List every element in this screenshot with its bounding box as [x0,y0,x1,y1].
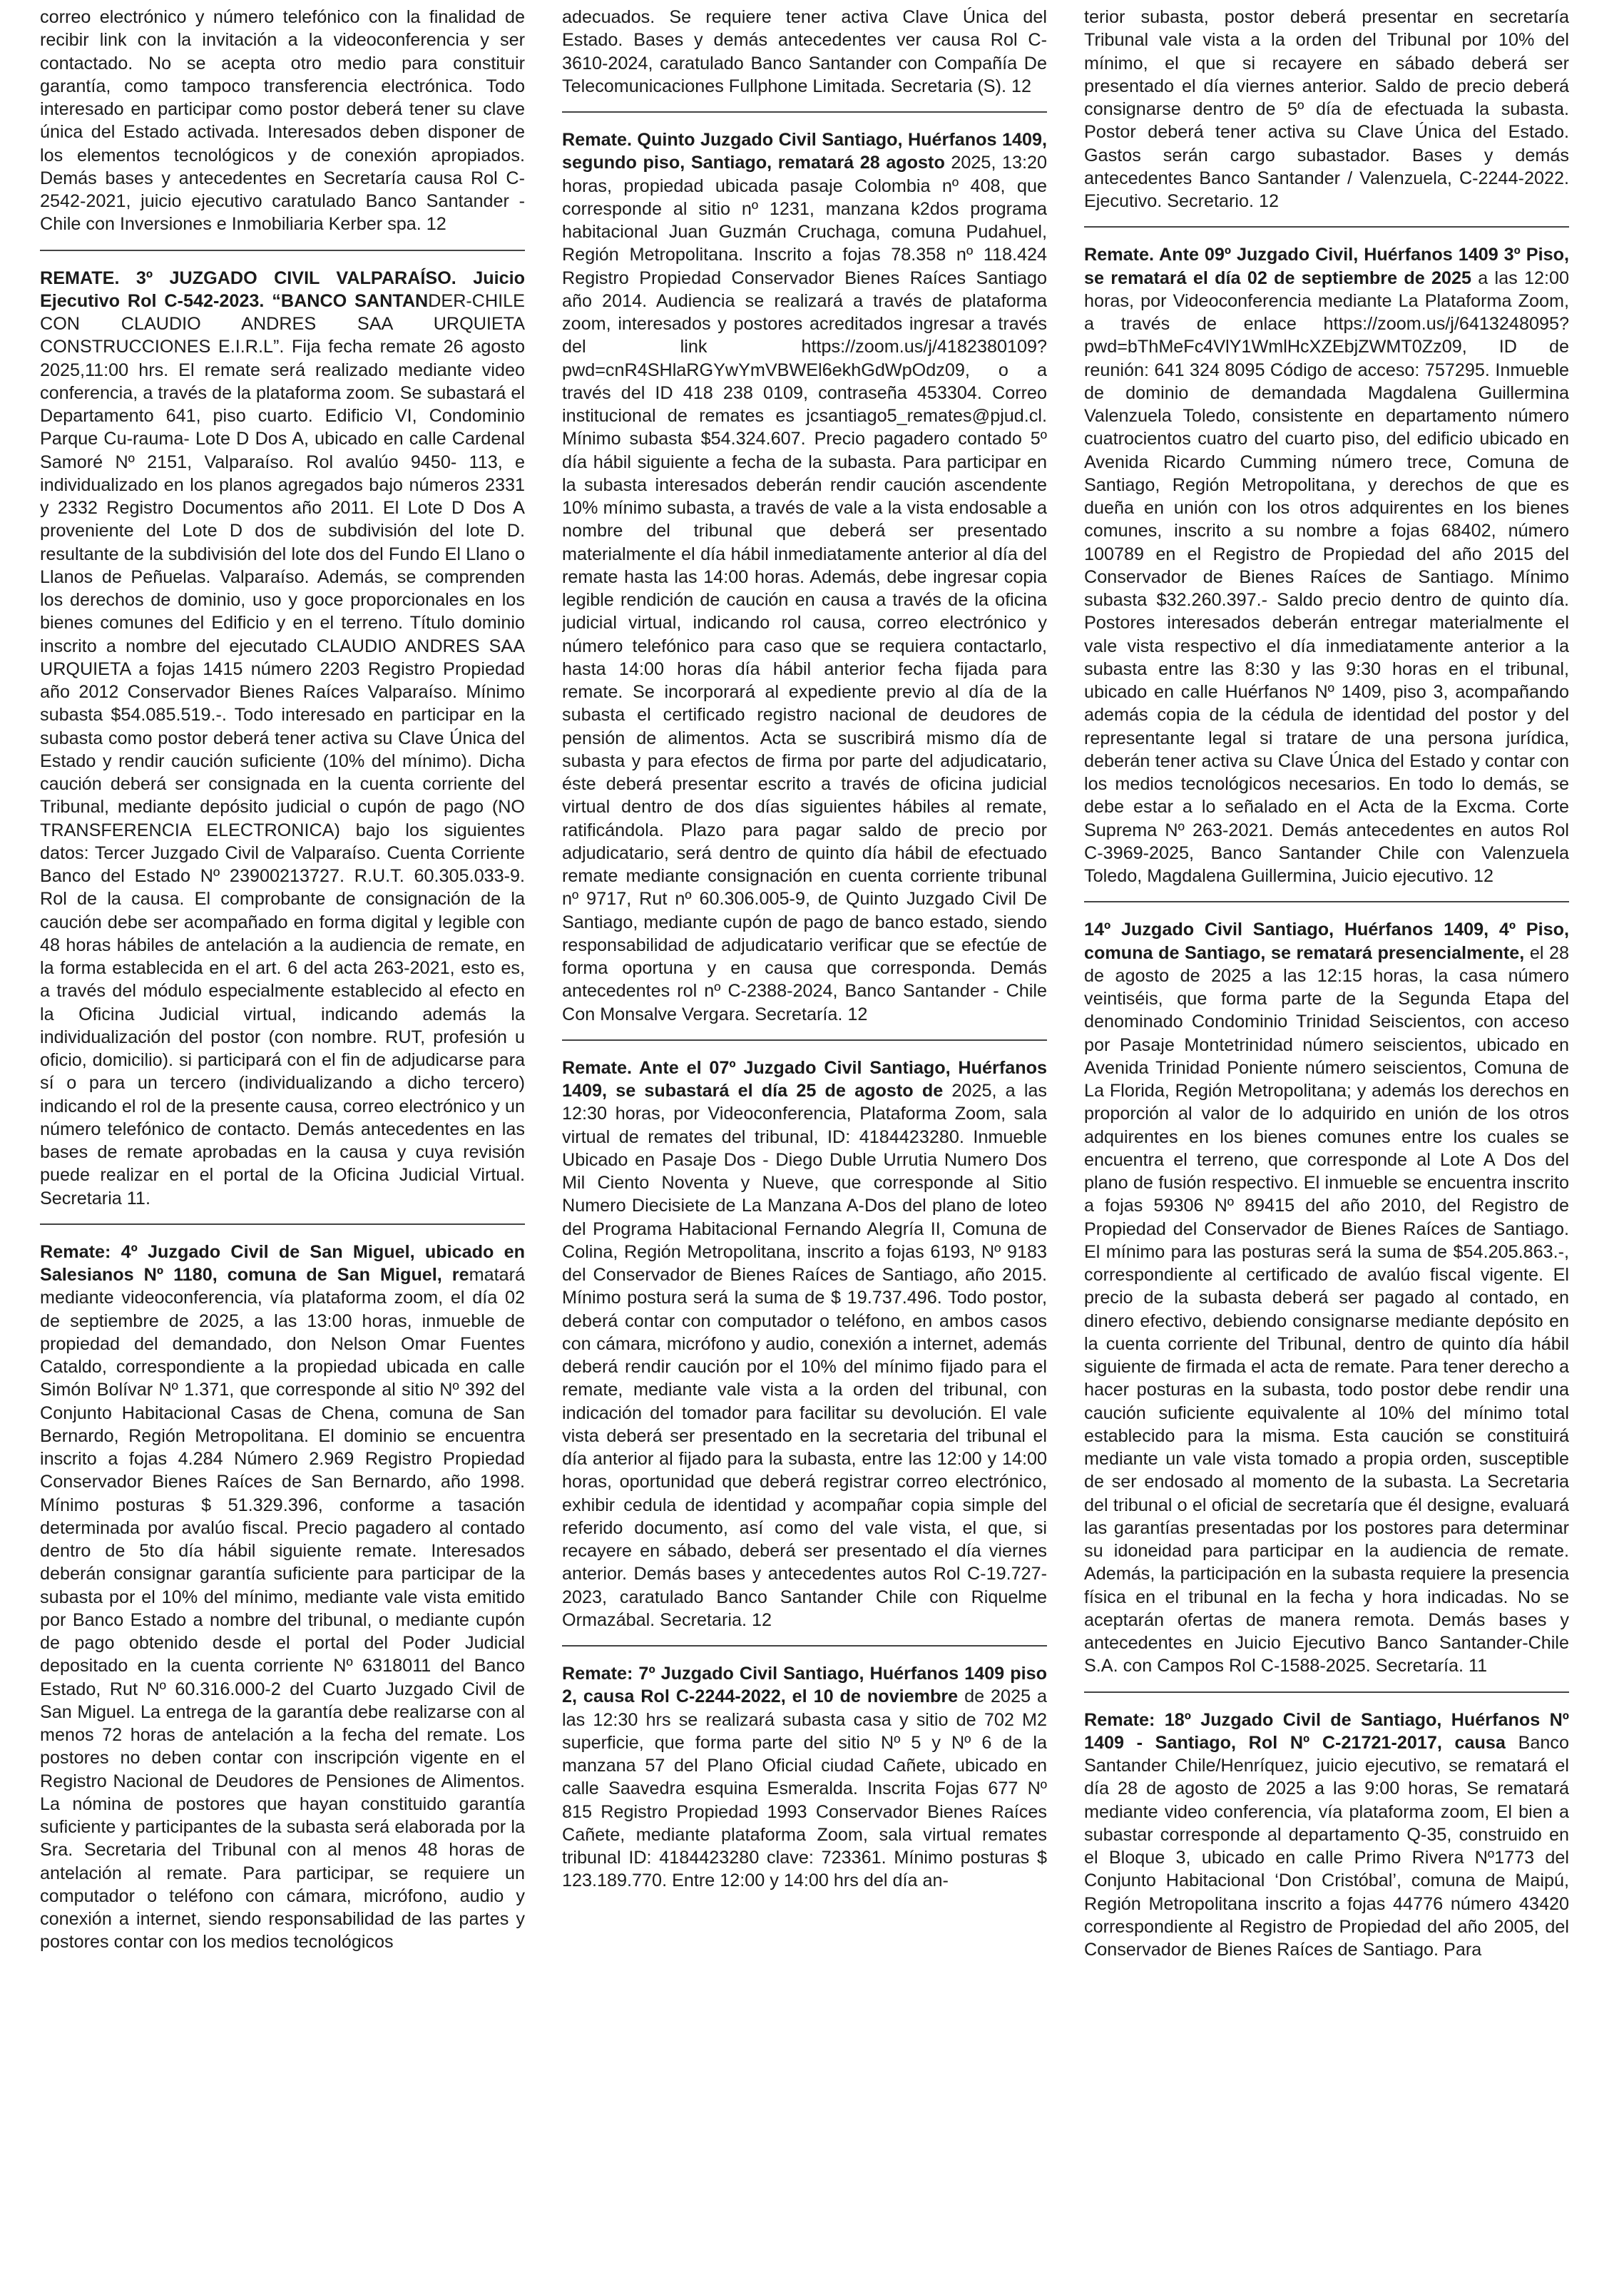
column-middle [562,6,1047,2285]
notice-body: a las 12:00 horas, por Videoconferencia mediante La Plataforma Zoom, a través de enlace https://zoom.us/j/6413248095?pwd=bThMeFc4VlY1WmlHcXZEbjZWMT0Zz09, ID de reunión: 641 324 8095 Código de acceso: 757295. Inmueble de dominio de demandada Magdalena Guillermina Valenzuela Toledo, consistente en departamento número cuatrocientos cuatro del cuarto piso, del edificio ubicado en Avenida Ricardo Cumming número trece, Comuna de Santiago, Región Metropolitana, y derechos de que es dueña en unión con los otros adquirentes en los bienes comunes, inscrito a su nombre a fojas 68402, número 100789 en el Registro de Propiedad del año 2015 del Conservador de Bienes Raíces de Santiago. Mínimo subasta $32.260.397.- Saldo precio dentro de quinto día. Postores interesados deberán entregar materialmente el vale vista respectivo el día inmediatamente anterior a la subasta entre las 8:30 y las 9:30 horas en el tribunal, ubicado en calle Huérfanos Nº 1409, piso 3, acompañando además copia de la cédula de identidad del postor y del representante legal si tratare de una persona jurídica, deberán tener activa su Clave Única del Estado y contar con los medios tecnológicos necesarios. En todo lo demás, se debe estar a lo señalado en el Acta de la Excma. Corte Suprema Nº 263-2021. Demás antecedentes en autos Rol C-3969-2025, Banco Santander Chile con Valenzuela Toledo, Magdalena Guillermina, Juicio ejecutivo. 12 [1084,268,1569,886]
notice-body: de 2025 a las 12:30 hrs se realizará subasta casa y sitio de 702 M2 superficie, que forma parte del sitio Nº 5 y Nº 6 de la manzana 57 del Plano Oficial ciudad Cañete, ubicado en calle Saavedra esquina Esmeralda. Inscrita Fojas 677 Nº 815 Registro Propiedad 1993 Conservador Bienes Raíces Cañete, mediante plataforma Zoom, sala virtual remates tribunal ID: 4184423280 clave: 723361. Mínimo posturas $ 123.189.770. Entre 12:00 y 14:00 hrs del día an- [562,1686,1047,1891]
notice-remate-4-juzgado-san-miguel [40,1241,525,1954]
notice-body: correo electrónico y número telefónico con la finalidad de recibir link con la invitación a la videoconferencia y ser contactado. No se acepta otro medio para constituir garantía, como tampoco transferencia electrónica. Todo interesado en participar como postor deberá tener su clave única del Estado activada. Interesados deben disponer de los elementos tecnológicos y de conexión apropiados. Demás bases y antecedentes en Secretaría causa Rol C-2542-2021, juicio ejecutivo caratulado Banco Santander - Chile con Inversiones e Inmobiliaria Kerber spa. 12 [40,7,525,235]
notice-continuation [1084,6,1569,213]
notice-heading: Remate. Quinto Juzgado Civil Santiago, Huérfanos 1409, segundo piso, Santiago, rematará 28 agosto [562,130,1047,173]
column-right [1084,6,1569,2285]
notice-heading: Remate. Ante 09º Juzgado Civil, Huérfanos 1409 3º Piso, se rematará el día 02 de septiembre de 2025 [1084,245,1569,288]
notice-remate-3-juzgado-valparaiso [40,267,525,1210]
notice-remate-7-juzgado [562,1662,1047,1893]
notice-divider [1084,226,1569,228]
notice-remate-quinto-juzgado [562,128,1047,1026]
notice-divider [40,250,525,251]
notice-heading: Remate. Ante el 07º Juzgado Civil Santiago, Huérfanos 1409, se subastará el día 25 de agosto de [562,1057,1047,1101]
notice-remate-09-juzgado [1084,243,1569,887]
notice-body: terior subasta, postor deberá presentar en secretaría Tribunal vale vista a la orden del Tribunal por 10% del mínimo, el que si recayere en sábado deberá ser presentado el día viernes anterior. Saldo de precio deberá consignarse dentro de 5º día de efectuada la subasta. Postor deberá tener activa su Clave Única del Estado. Gastos serán cargo subastador. Bases y demás antecedentes Banco Santander / Valenzuela, C-2244-2022. Ejecutivo. Secretario. 12 [1084,7,1569,211]
notice-divider [562,1645,1047,1647]
notice-body: matará mediante videoconferencia, vía plataforma zoom, el día 02 de septiembre de 2025, a las 13:00 horas, inmueble de propiedad del demandado, don Nelson Omar Fuentes Cataldo, correspondiente a la propiedad ubicada en calle Simón Bolívar Nº 1.371, que corresponde al sitio Nº 392 del Conjunto Habitacional Casas de Chena, comuna de San Bernardo, Región Metropolitana. El dominio se encuentra inscrito a fojas 4.284 Número 2.969 Registro Propiedad Conservador Bienes Raíces de San Bernardo, año 1998. Mínimo posturas $ 51.329.396, conforme a tasación determinada por avalúo fiscal. Precio pagadero al contado dentro de 5to día hábil siguiente remate. Interesados deberán consignar garantía suficiente para participar de la subasta por el 10% del mínimo, mediante vale vista emitido por Banco Estado a nombre del tribunal, o mediante cupón de pago obtenido desde el portal del Poder Judicial depositado en la cuenta corriente Nº 6318011 del Banco Estado, Rut Nº 60.316.000-2 del Cuarto Juzgado Civil de San Miguel. La entrega de la garantía debe realizarse con al menos 72 horas de antelación a la fecha del remate. Los postores no deben contar con inscripción vigente en el Registro Nacional de Deudores de Pensiones de Alimentos. La nómina de postores que hayan constituido garantía suficiente y participantes de la subasta será elaborada por la Sra. Secretaria del Tribunal con al menos 48 horas de antelación al remate. Para participar, se requiere un computador o teléfono con cámara, micrófono, audio y conexión a internet, siendo responsabilidad de las partes y postores contar con los medios tecnológicos [40,1265,525,1953]
notice-body: Banco Santander Chile/Henríquez, juicio ejecutivo, se rematará el día 28 de agosto de 2025 a las 9:00 horas, Se rematará mediante video conferencia, vía plataforma zoom, El bien a subastar corresponde al departamento Q-35, construido en el Bloque 3, ubicado en calle Primo Rivera Nº1773 del Conjunto Habitacional ‘Don Cristóbal’, comuna de Maipú, Región Metropolitana inscrito a fojas 44776 número 43420 correspondiente al Registro de Propiedad del año 2005, del Conservador de Bienes Raíces de Santiago. Para [1084,1732,1569,1960]
notice-heading: Remate: 7º Juzgado Civil Santiago, Huérfanos 1409 piso 2, causa Rol C-2244-2022, el 10 de noviembre [562,1664,1047,1707]
notice-heading: Remate: 18º Juzgado Civil de Santiago, Huérfanos Nº 1409 - Santiago, Rol Nº C-21721-2017, causa [1084,1709,1569,1753]
notice-remate-07-juzgado [562,1057,1047,1632]
notice-remate-18-juzgado [1084,1709,1569,1962]
column-left [40,6,525,2285]
notice-body: 2025, a las 12:30 horas, por Videoconferencia, Plataforma Zoom, sala virtual de remates del tribunal, ID: 4184423280. Inmueble Ubicado en Pasaje Dos - Diego Duble Urrutia Numero Dos Mil Ciento Noventa y Nueve, que corresponde al Sitio Numero Diecisiete de La Manzana A-Dos del plano de loteo del Programa Habitacional Fernando Alegría II, Comuna de Colina, Región Metropolitana, inscrito a fojas 6193, Nº 9183 del Conservador de Bienes Raíces de Santiago, año 2015. Mínimo postura será la suma de $ 19.737.496. Todo postor, deberá contar con computador o teléfono, en ambos casos con cámara, micrófono y audio, conexión a internet, además deberá rendir caución por el 10% del mínimo fijado para el remate, mediante vale vista a la orden del tribunal, con indicación del tomador para facilitar su devolución. El vale vista deberá ser presentado en la secretaria del tribunal el día anterior al fijado para la subasta, entre las 12:00 y 14:00 horas, oportunidad que deberá registrar correo electrónico, exhibir cedula de identidad y acompañar copia simple del referido documento, así como del vale vista, el que, si recayere en sábado, deberá ser presentado el día viernes anterior. Demás bases y antecedentes autos Rol C-19.727-2023, caratulado Banco Santander Chile con Riquelme Ormazábal. Secretaria. 12 [562,1081,1047,1630]
notice-divider [40,1223,525,1225]
notice-body: 2025, 13:20 horas, propiedad ubicada pasaje Colombia nº 408, que corresponde al sitio nº 1231, manzana k2dos programa habitacional Juan Guzmán Cruchaga, comuna Pudahuel, Región Metropolitana. Inscrito a fojas 78.358 nº 118.424 Registro Propiedad Conservador Bienes Raíces Santiago año 2014. Audiencia se realizará a través de plataforma zoom, interesados y postores acreditados ingresar a través del link https://zoom.us/j/4182380109?pwd=cnR4SHlaRGYwYmVBWEl6ekhGdWpOdz09, o a través del ID 418 238 0109, contraseña 453304. Correo institucional de remates es jcsantiago5_remates@pjud.cl. Mínimo subasta $54.324.607. Precio pagadero contado 5º día hábil siguiente a fecha de la subasta. Para participar en la subasta interesados deberán rendir caución ascendente 10% mínimo subasta, a través de vale a la vista endosable a nombre del tribunal que deberá ser presentado materialmente el día hábil inmediatamente anterior al día del remate hasta las 14:00 horas. Además, debe ingresar copia legible rendición de caución en causa a través de la oficina judicial virtual, indicando rol causa, correo electrónico y número telefónico para caso que se requiera contactarlo, hasta 14:00 horas día hábil anterior fecha fijada para remate. Se incorporará al expediente previo al día de la subasta el certificado registro nacional de deudores de pensión de alimentos. Acta se suscribirá mismo día de subasta y para efectos de firma por parte del adjudicatario, éste deberá presentar escrito a través de oficina judicial virtual dentro de dos días siguientes hábiles al remate, ratificándola. Plazo para pagar saldo de precio por adjudicatario, será dentro de quinto día hábil de efectuado remate mediante consignación en cuenta corriente tribunal nº 9717, Rut nº 60.306.005-9, de Quinto Juzgado Civil De Santiago, mediante cupón de pago de banco estado, siendo responsabilidad de adjudicatario verificar que se efectúe de forma oportuna y en causa que corresponda. Demás antecedentes rol nº C-2388-2024, Banco Santander - Chile Con Monsalve Vergara. Secretaría. 12 [562,153,1047,1024]
notice-divider [1084,901,1569,902]
notice-heading: REMATE. 3º JUZGADO CIVIL VALPARAÍSO. Juicio Ejecutivo Rol C-542-2023. “BANCO SANTAN [40,268,525,311]
notice-heading: 14º Juzgado Civil Santiago, Huérfanos 1409, 4º Piso, comuna de Santiago, se rematará presencialmente, [1084,920,1569,963]
notice-divider [562,1039,1047,1041]
notice-body: DER-CHILE CON CLAUDIO ANDRES SAA URQUIETA CONSTRUCCIONES E.I.R.L”. Fija fecha remate 26 agosto 2025,11:00 hrs. El remate será realizado mediante video conferencia, a través de la plataforma zoom. Se subastará el Departamento 641, piso cuarto. Edificio VI, Condominio Parque Cu-rauma- Lote D Dos A, ubicado en calle Cardenal Samoré Nº 2151, Valparaíso. Rol avalúo 9450- 113, e individualizado en los planos agregados bajo números 2331 y 2332 Registro Documentos año 2011. El Lote D Dos A proveniente del Lote D dos de subdivisión del lote D. resultante de la subdivisión del lote dos del Fundo El Llano o Llanos de Peñuelas. Valparaíso. Además, se comprenden los derechos de dominio, uso y goce proporcionales en los bienes comunes del Edificio y en el terreno. Título dominio inscrito a nombre del ejecutado CLAUDIO ANDRES SAA URQUIETA a fojas 1415 número 2203 Registro Propiedad año 2012 Conservador Bienes Raíces Valparaíso. Mínimo subasta $54.085.519.-. Todo interesado en participar en la subasta como postor deberá tener activa su Clave Única del Estado y rendir caución suficiente (10% del mínimo). Dicha caución deberá ser consignada en la cuenta corriente del Tribunal, mediante depósito judicial o cupón de pago (NO TRANSFERENCIA ELECTRONICA) bajo los siguientes datos: Tercer Juzgado Civil de Valparaíso. Cuenta Corriente Banco del Estado Nº 23900213727. R.U.T. 60.305.033-9. Rol de la causa. El comprobante de consignación de la caución debe ser acompañado en forma digital y legible con 48 horas hábiles de antelación a la audiencia de remate, en la forma establecida en el art. 6 del acta 263-2021, esto es, a través del módulo especialmente establecido al efecto en la Oficina Judicial virtual, indicando además la individualización del postor (con nombre. RUT, profesión u oficio, domicilio). si participará con el fin de adjudicarse para sí o para un tercero (individualizando a dicho tercero) indicando el rol de la presente causa, correo electrónico y un número telefónico de contacto. Demás antecedentes en las bases de remate aprobadas en la causa y cuya revisión puede realizar en el portal de la Oficina Judicial Virtual. Secretaria 11. [40,290,525,1208]
notice-body: el 28 de agosto de 2025 a las 12:15 horas, la casa número veintiséis, que forma parte de la Segunda Etapa del denominado Condominio Trinidad Seiscientos, con acceso por Pasaje Montetrinidad número seiscientos, ubicado en Avenida Trinidad Poniente número seiscientos, Comuna de La Florida, Región Metropolitana; y además los derechos en proporción al valor de lo adquirido en unión de los otros adquirentes en los bienes comunes entre los cuales se encuentra el terreno, que corresponde al Lote A Dos del plano de fusión respectivo. El inmueble se encuentra inscrito a fojas 59306 Nº 89415 del año 2010, del Registro de Propiedad del Conservador de Bienes Raíces de Santiago. El mínimo para las posturas será la suma de $54.205.863.-, correspondiente al certificado de avalúo fiscal vigente. El precio de la subasta deberá ser pagado al contado, en dinero efectivo, debiendo consignarse mediante depósito en la cuenta corriente del Tribunal, dentro de quinto día hábil siguiente de firmada el acta de remate. Para tener derecho a hacer posturas en la subasta, todo postor debe rendir una caución suficiente equivalente al 10% del mínimo total establecido para la misma. Esta caución se constituirá mediante un vale vista tomado a propia orden, susceptible de ser endosado al momento de la subasta. La Secretaria del tribunal o el oficial de secretaría que él designe, evaluará las garantías presentadas por los postores para determinar su idoneidad para participar en la audiencia de remate. Además, la participación en la subasta requiere la presencia física en el tribunal en la fecha y hora indicadas. No se aceptarán ofertas de manera remota. Demás bases y antecedentes en Juicio Ejecutivo Banco Santander-Chile S.A. con Campos Rol C-1588-2025. Secretaría. 11 [1084,942,1569,1676]
notice-body: adecuados. Se requiere tener activa Clave Única del Estado. Bases y demás antecedentes ver causa Rol C-3610-2024, caratulado Banco Santander con Compañía De Telecomunicaciones Fullphone Limitada. Secretaria (S). 12 [562,7,1047,96]
notice-14-juzgado [1084,918,1569,1677]
notice-continuation [562,6,1047,98]
notice-heading: Remate: 4º Juzgado Civil de San Miguel, ubicado en Salesianos Nº 1180, comuna de San Miguel, re [40,1241,525,1285]
notice-divider [562,111,1047,113]
notice-continuation [40,6,525,236]
notice-divider [1084,1691,1569,1693]
